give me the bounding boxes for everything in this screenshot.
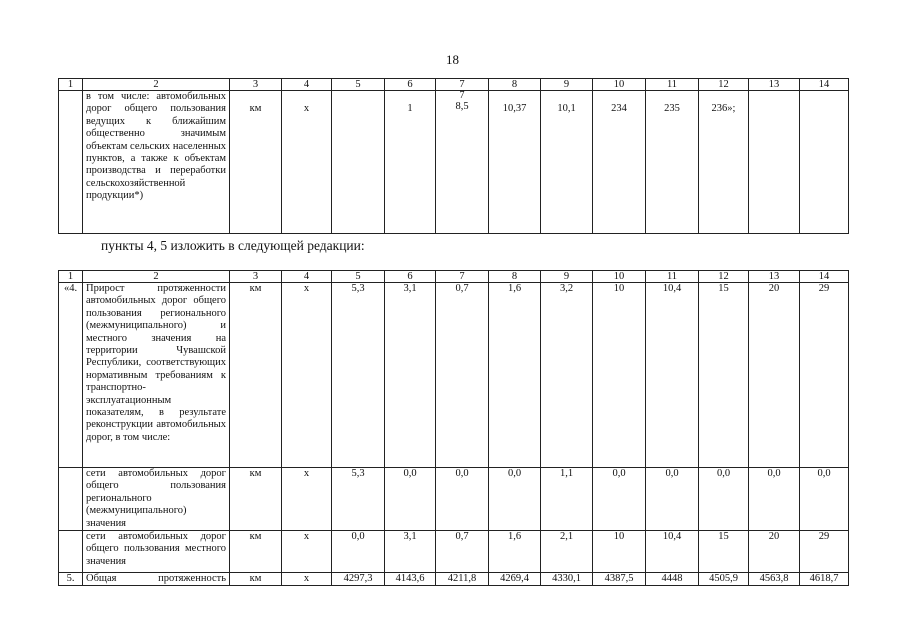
value-cell: 0,0 <box>800 468 849 531</box>
unit-cell: км <box>230 531 282 573</box>
unit-cell: км <box>230 468 282 531</box>
value-cell: 5,3 <box>332 283 385 468</box>
base-cell: x <box>282 91 332 234</box>
row-description: сети автомобильных дорог общего пользования регионального (межмуниципального) значения <box>83 468 230 531</box>
col-header: 2 <box>83 79 230 91</box>
col-header: 2 <box>83 271 230 283</box>
value-cell: 29 <box>800 531 849 573</box>
value-cell-main: 8,5 <box>455 101 469 112</box>
value-cell: 5,3 <box>332 468 385 531</box>
col-header: 5 <box>332 79 385 91</box>
unit-cell: км <box>230 283 282 468</box>
value-cell: 10 <box>593 283 646 468</box>
value-cell: 2,1 <box>541 531 593 573</box>
value-cell: 4505,9 <box>699 573 749 586</box>
instruction-text: пункты 4, 5 изложить в следующей редакции: <box>101 238 365 253</box>
col-header: 3 <box>230 271 282 283</box>
col-header: 4 <box>282 271 332 283</box>
value-cell: 20 <box>749 283 800 468</box>
col-header: 11 <box>646 79 699 91</box>
value-cell: 4330,1 <box>541 573 593 586</box>
value-cell <box>436 91 489 234</box>
value-cell-superscript: 7 <box>459 90 465 101</box>
row-description: Прирост протяженности автомобильных дорог общего пользования регионального (межмуниципального) и местного значения на территории Чувашской Республики, соответствующих нормативным требованиям к транспортно-эксплуатационным показателям, в результате реконструкции автомобильных дорог, в том числе: <box>83 283 230 468</box>
value-cell: 3,1 <box>385 283 436 468</box>
value-cell: 4448 <box>646 573 699 586</box>
col-header: 5 <box>332 271 385 283</box>
col-header: 6 <box>385 271 436 283</box>
value-cell: 1 <box>385 91 436 234</box>
col-header: 10 <box>593 271 646 283</box>
table-row <box>59 91 849 234</box>
value-cell: 234 <box>593 91 646 234</box>
value-cell: 3,1 <box>385 531 436 573</box>
value-cell: 1,1 <box>541 468 593 531</box>
value-cell: 20 <box>749 531 800 573</box>
row-description: Общая протяженность <box>83 573 230 586</box>
table-main <box>58 270 849 586</box>
col-header: 8 <box>489 271 541 283</box>
value-cell: 15 <box>699 283 749 468</box>
value-cell: 10,37 <box>489 91 541 234</box>
value-cell: 0,0 <box>593 468 646 531</box>
row-number <box>59 531 83 573</box>
table-row <box>59 468 849 531</box>
value-cell: 10 <box>593 531 646 573</box>
col-header: 13 <box>749 271 800 283</box>
col-header: 7 <box>436 271 489 283</box>
table-header-row <box>59 271 849 283</box>
value-cell: 1,6 <box>489 283 541 468</box>
col-header: 11 <box>646 271 699 283</box>
value-cell: 10,4 <box>646 283 699 468</box>
unit-cell: км <box>230 91 282 234</box>
value-cell: 0,0 <box>699 468 749 531</box>
base-cell: x <box>282 283 332 468</box>
col-header: 4 <box>282 79 332 91</box>
value-cell: 4269,4 <box>489 573 541 586</box>
table-row <box>59 283 849 468</box>
value-cell: 4387,5 <box>593 573 646 586</box>
col-header: 9 <box>541 79 593 91</box>
value-cell: 4563,8 <box>749 573 800 586</box>
value-cell <box>749 91 800 234</box>
value-cell: 0,0 <box>332 531 385 573</box>
value-cell: 0,7 <box>436 531 489 573</box>
col-header: 12 <box>699 79 749 91</box>
value-cell: 0,0 <box>436 468 489 531</box>
col-header: 3 <box>230 79 282 91</box>
col-header: 13 <box>749 79 800 91</box>
col-header: 7 <box>436 79 489 91</box>
value-cell: 0,0 <box>646 468 699 531</box>
col-header: 6 <box>385 79 436 91</box>
value-cell: 4211,8 <box>436 573 489 586</box>
value-cell <box>332 91 385 234</box>
row-number: «4. <box>59 283 83 468</box>
col-header: 1 <box>59 79 83 91</box>
value-cell <box>800 91 849 234</box>
col-header: 14 <box>800 79 849 91</box>
value-cell: 235 <box>646 91 699 234</box>
value-cell: 1,6 <box>489 531 541 573</box>
col-header: 12 <box>699 271 749 283</box>
col-header: 10 <box>593 79 646 91</box>
table-row <box>59 573 849 586</box>
value-cell: 15 <box>699 531 749 573</box>
base-cell: x <box>282 468 332 531</box>
table-header-row <box>59 79 849 91</box>
row-number <box>59 91 83 234</box>
row-description: в том числе: автомобильных дорог общего пользования ведущих к ближайшим общественно значимым объектам сельских населенных пунктов, а также к объектам производства и переработки сельскохозяйственной продукции*) <box>83 91 230 234</box>
value-cell: 0,0 <box>489 468 541 531</box>
value-cell: 4297,3 <box>332 573 385 586</box>
value-cell: 3,2 <box>541 283 593 468</box>
value-cell: 0,7 <box>436 283 489 468</box>
col-header: 1 <box>59 271 83 283</box>
row-description: сети автомобильных дорог общего пользования местного значения <box>83 531 230 573</box>
base-cell: x <box>282 531 332 573</box>
table-row <box>59 531 849 573</box>
table-continuation <box>58 78 849 234</box>
value-cell: 0,0 <box>385 468 436 531</box>
value-cell: 10,4 <box>646 531 699 573</box>
value-cell: 236»; <box>699 91 749 234</box>
unit-cell: км <box>230 573 282 586</box>
value-cell: 10,1 <box>541 91 593 234</box>
row-number <box>59 468 83 531</box>
value-cell: 0,0 <box>749 468 800 531</box>
col-header: 14 <box>800 271 849 283</box>
col-header: 8 <box>489 79 541 91</box>
row-number: 5. <box>59 573 83 586</box>
base-cell: x <box>282 573 332 586</box>
value-cell: 4618,7 <box>800 573 849 586</box>
col-header: 9 <box>541 271 593 283</box>
page-number: 18 <box>446 52 459 67</box>
value-cell: 4143,6 <box>385 573 436 586</box>
value-cell: 29 <box>800 283 849 468</box>
